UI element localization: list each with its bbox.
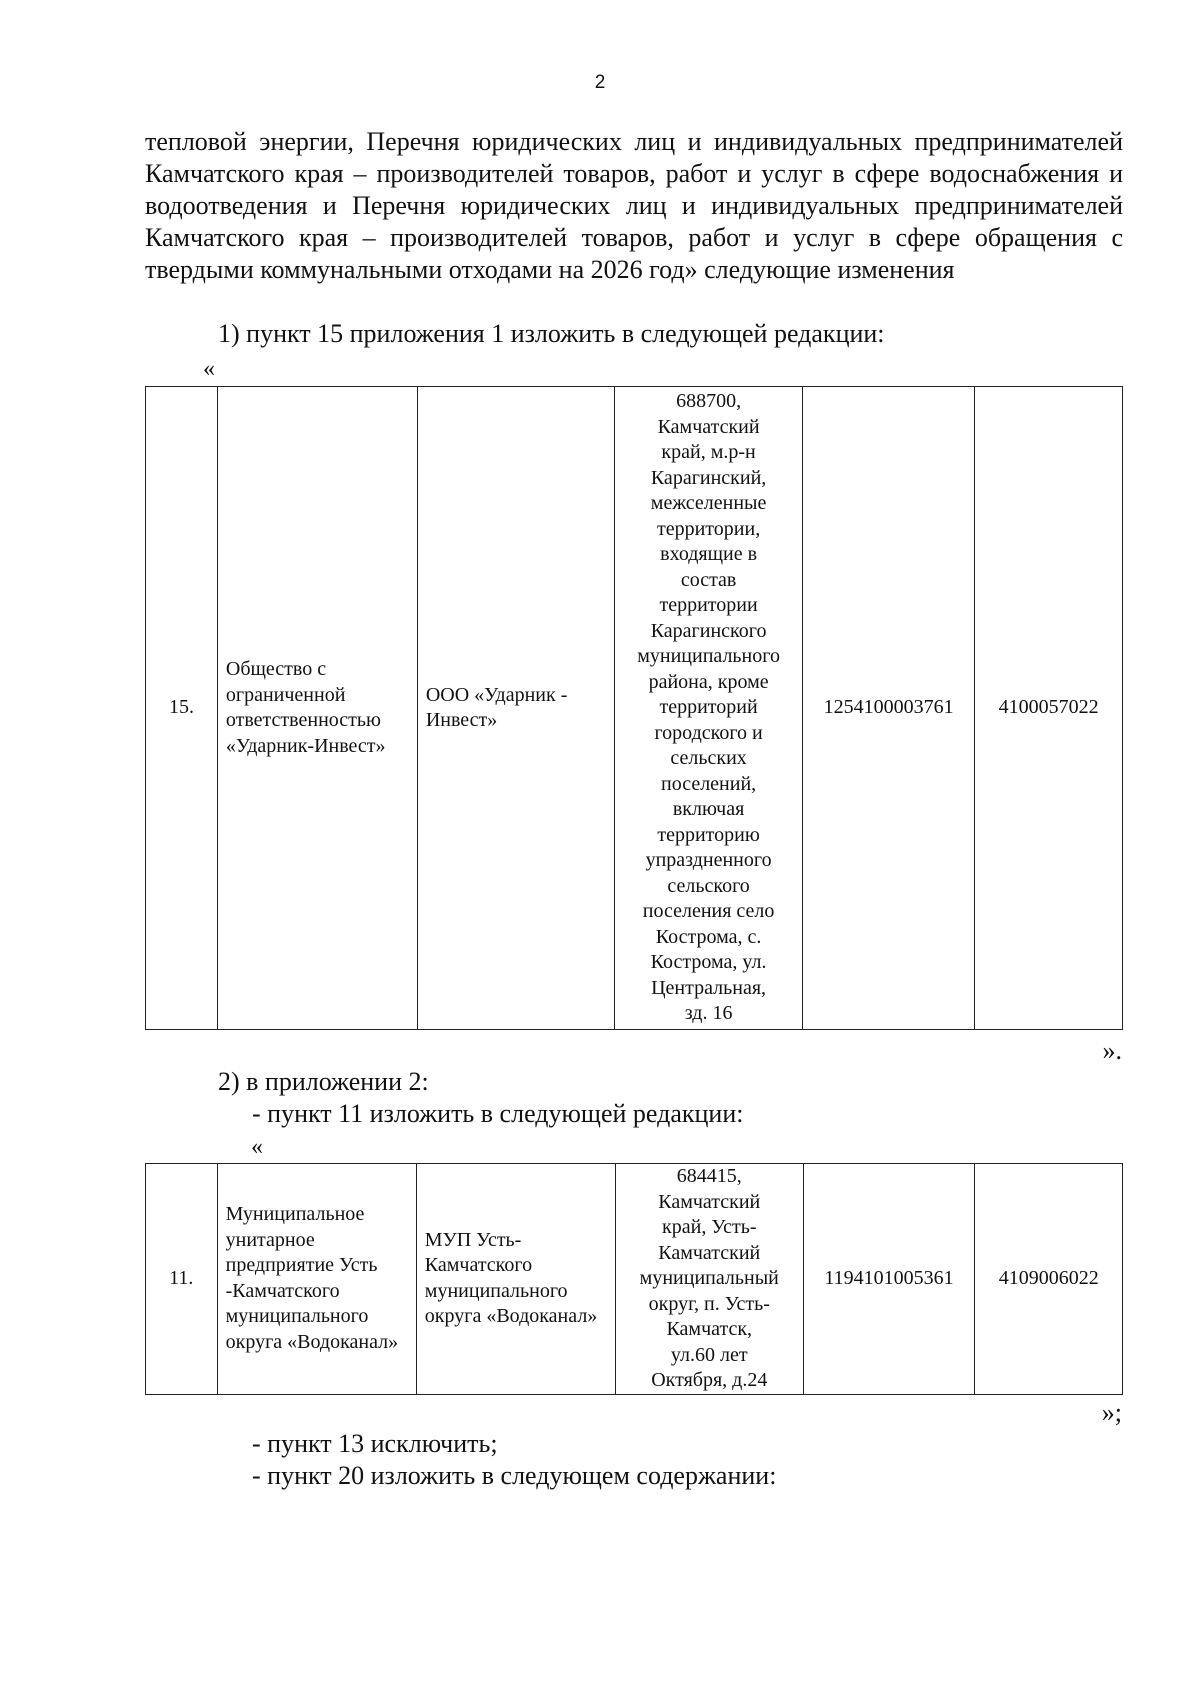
item-1-heading: 1) пункт 15 приложения 1 изложить в следующей редакции:	[218, 319, 885, 348]
address-line: Камчатский	[658, 1190, 761, 1213]
address-line: Кострома, ул.	[650, 951, 767, 974]
ogrn-cell: 1194101005361	[803, 1164, 975, 1395]
address-line: района, кроме	[648, 670, 769, 693]
address-line: Октября, д.24	[651, 1369, 768, 1391]
address-line: Карагинский,	[650, 466, 767, 489]
inn-cell: 4109006022	[975, 1164, 1123, 1395]
full-name-cell: Общество с ограниченной ответственностью «Ударник-Инвест»	[217, 387, 417, 1030]
address-line: округ, п. Усть-	[648, 1292, 770, 1315]
address-line: Карагинского	[650, 619, 767, 642]
address-line: территорий	[659, 696, 758, 719]
address-line: 684415,	[676, 1165, 742, 1187]
address-line: Центральная,	[651, 976, 767, 999]
address-line: сельского	[667, 874, 750, 897]
address-line: территорию	[657, 823, 760, 846]
address-line: край, м.р-н	[661, 441, 756, 464]
address-line: Камчатск,	[666, 1318, 753, 1340]
close-quote-1: ».	[1102, 1036, 1122, 1065]
address-line: муниципальный	[639, 1267, 779, 1289]
address-line: включая	[672, 798, 745, 821]
address-line: зд. 16	[684, 1002, 733, 1025]
address-line: сельских	[670, 747, 747, 770]
address-line: поселения село	[642, 900, 775, 923]
open-quote-2: «	[251, 1134, 263, 1160]
page-number: 2	[594, 72, 606, 93]
address-cell	[615, 1164, 803, 1395]
table-appendix-1	[145, 386, 1123, 1030]
address-line: край, Усть-	[662, 1216, 757, 1238]
item-2-sub-2: - пункт 13 исключить;	[252, 1429, 498, 1458]
ogrn-cell: 1254100003761	[803, 387, 975, 1030]
address-line: Камчатский	[658, 1241, 761, 1264]
table-appendix-2	[145, 1163, 1123, 1395]
address-line: муниципального	[637, 645, 780, 668]
address-line: входящие в	[660, 543, 758, 566]
row-number: 11.	[146, 1164, 218, 1395]
address-line: территории	[659, 594, 758, 617]
inn-cell: 4100057022	[975, 387, 1123, 1030]
address-line: Кострома, с.	[655, 925, 762, 948]
address-line: межселенные	[650, 492, 767, 515]
short-name-cell: ООО «Ударник - Инвест»	[417, 387, 614, 1030]
row-number: 15.	[146, 387, 218, 1030]
table-row	[146, 1164, 1123, 1395]
address-line: Камчатский	[657, 415, 760, 438]
item-2-sub-1: - пункт 11 изложить в следующей редакции:	[252, 1099, 744, 1128]
short-name-cell: МУП Усть-Камчатского муниципального округа «Водоканал»	[416, 1164, 615, 1395]
item-2-sub-3: - пункт 20 изложить в следующем содержании:	[252, 1461, 777, 1490]
address-line: 688700,	[676, 390, 742, 413]
item-2-heading: 2) в приложении 2:	[218, 1067, 429, 1096]
address-line: состав	[680, 568, 737, 591]
close-quote-2: »;	[1101, 1398, 1122, 1427]
address-line: упраздненного	[645, 849, 772, 872]
address-line: территории,	[656, 517, 761, 540]
address-line: поселений,	[661, 772, 757, 795]
full-name-cell: Муниципальное унитарное предприятие Усть -Камчатского муниципального округа «Водоканал»	[217, 1164, 416, 1395]
address-cell	[615, 387, 803, 1030]
intro-paragraph: тепловой энергии, Перечня юридических лиц и индивидуальных предпринимателей Камчатского края – производителей товаров, работ и услуг в сфере водоснабжения и водоотведения и Перечня юридических лиц и индивидуальных предпринимателей Камчатского края – производителей товаров, работ и услуг в сфере обращения с твердыми коммунальными отходами на 2026 год» следующие изменения	[145, 127, 1123, 284]
address-line: городского и	[654, 721, 763, 744]
open-quote-1: «	[203, 356, 215, 382]
table-row	[146, 387, 1123, 1030]
address-line: ул.60 лет	[670, 1343, 748, 1366]
